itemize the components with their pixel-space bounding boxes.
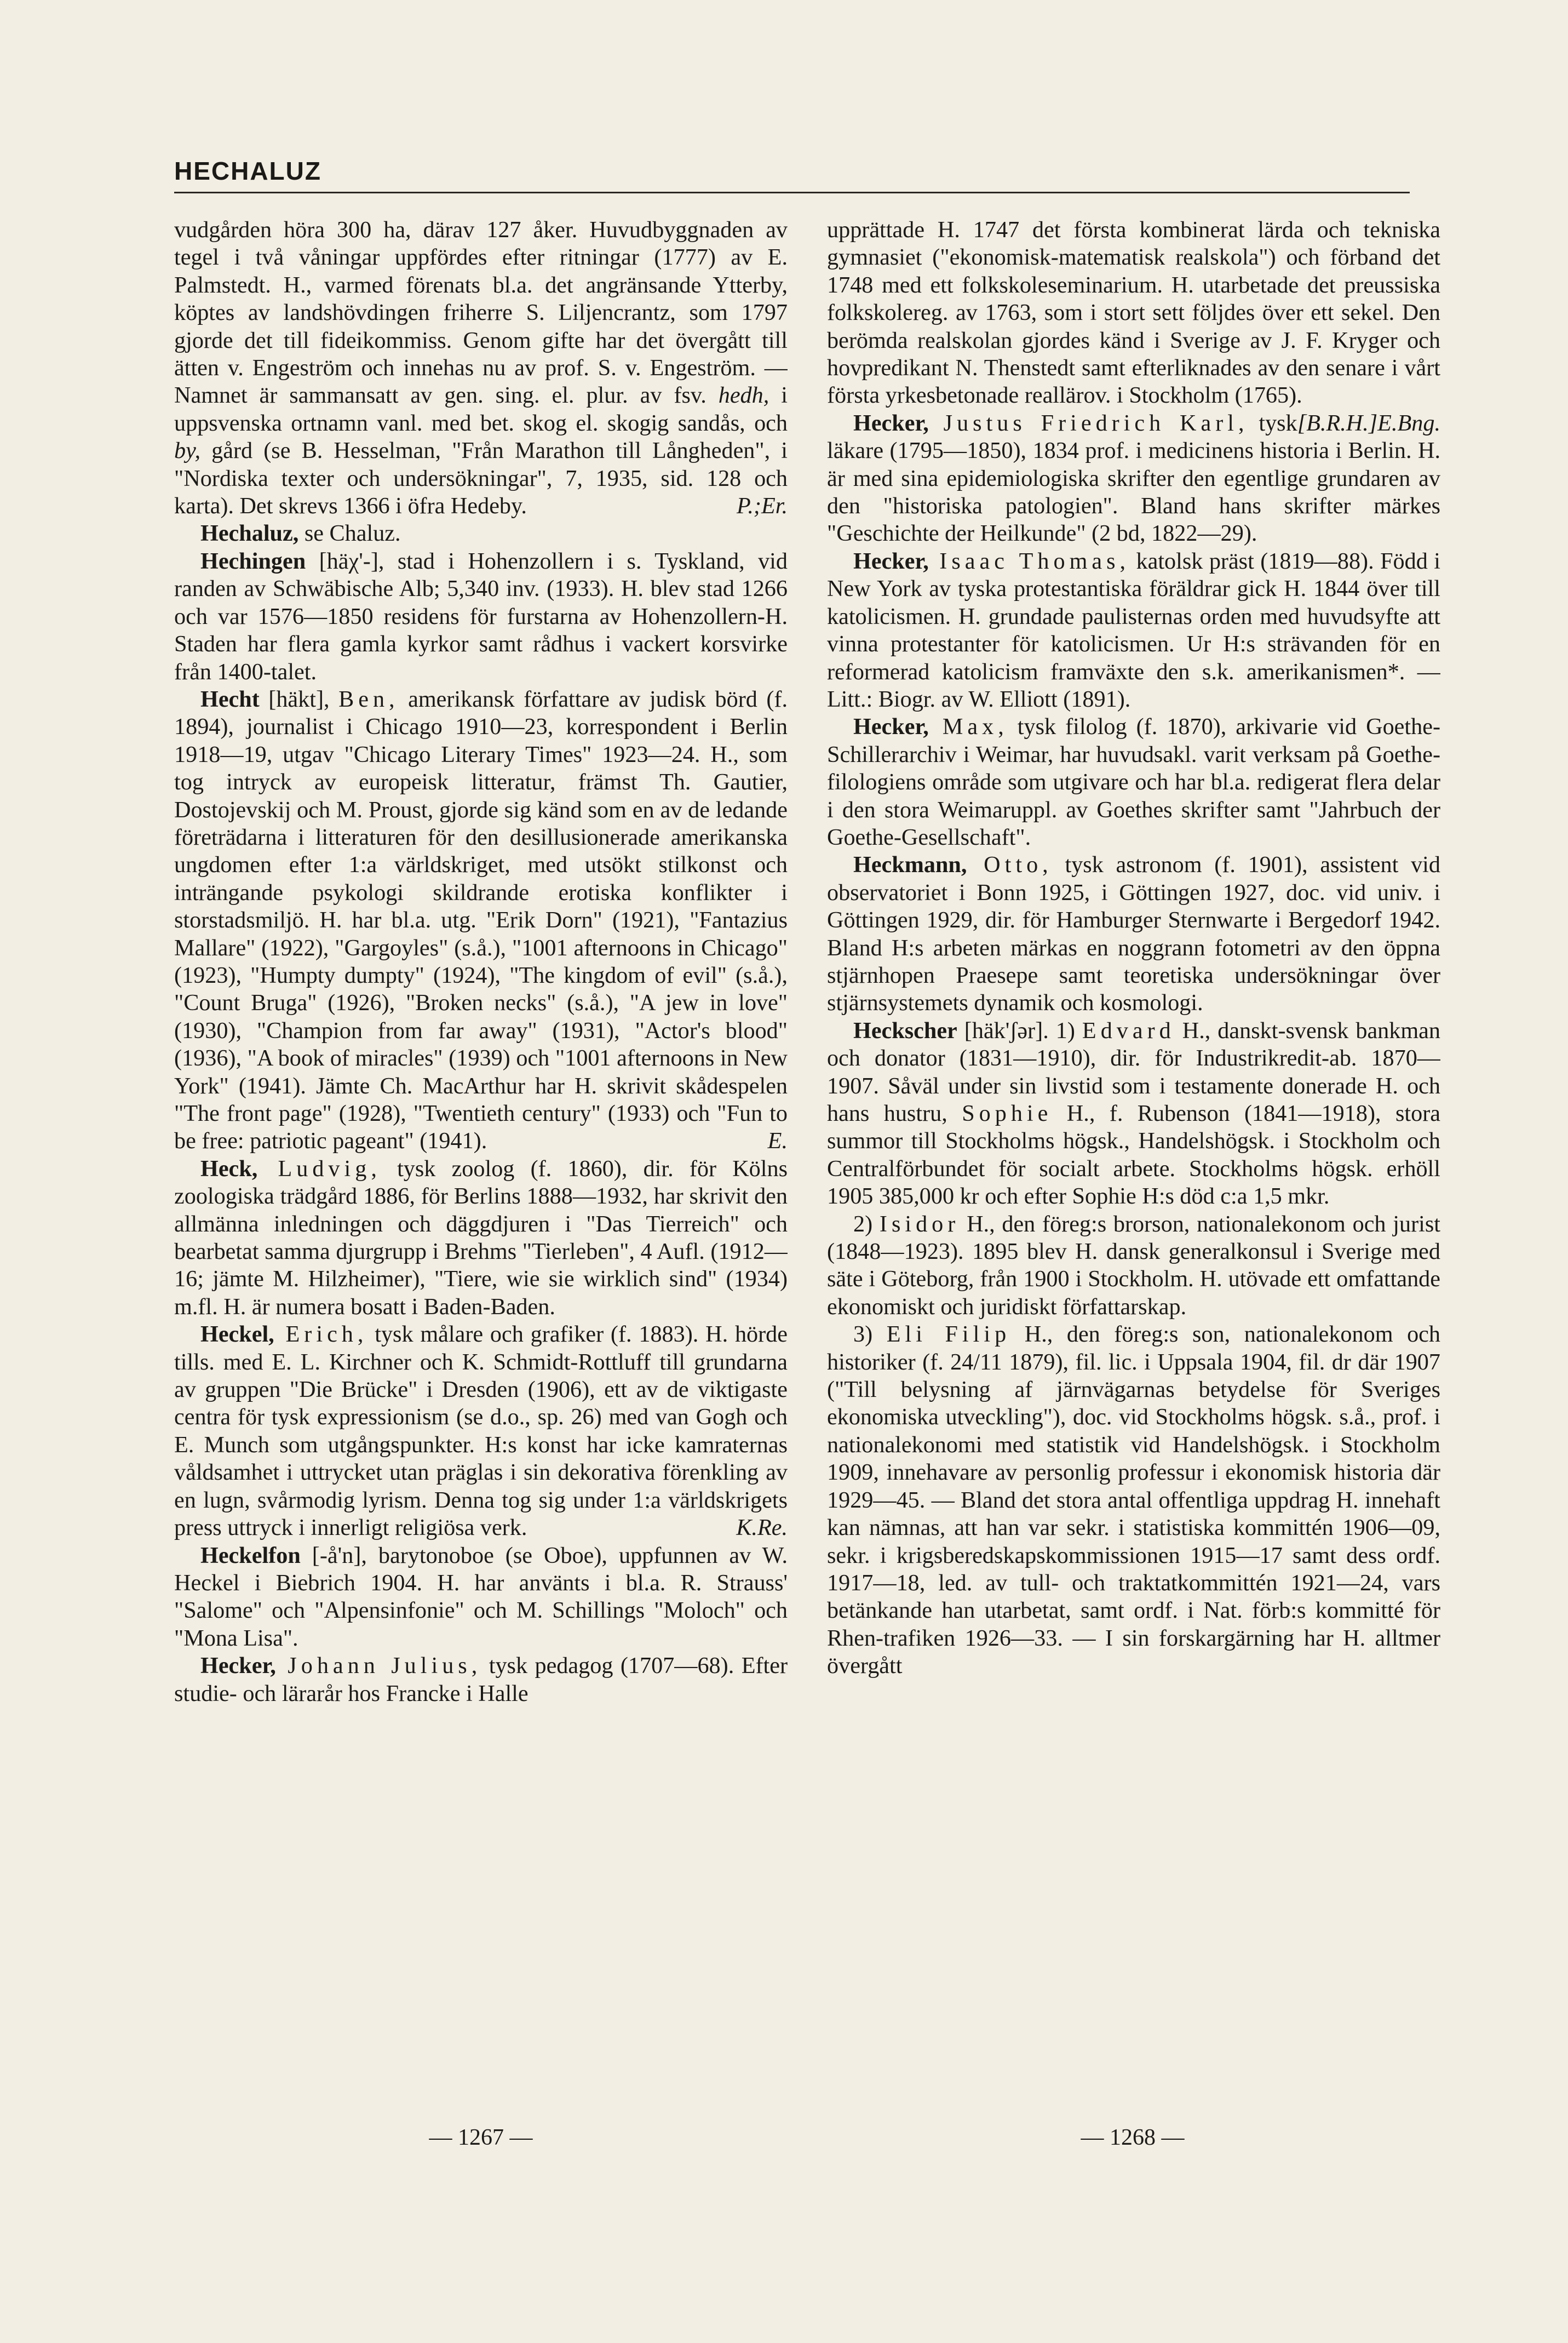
entry-hecker-johann: Hecker, Johann Julius, tysk pedagog (1707—68). Efter studie- och lärarår hos Francke i Halle xyxy=(174,1653,788,1706)
entry-headword: Hecker, xyxy=(200,1653,276,1679)
entry-headword: Heckel, xyxy=(200,1321,274,1348)
entry-heckelfon: Heckelfon [-å'n], barytonoboe (se Oboe), uppfunnen av W. Heckel i Biebrich 1904. H. har använts i bl.a. R. Strauss' "Salome" och "Alpensinfonie" och M. Schillings "Moloch" och "Mona Lisa". xyxy=(174,1542,788,1651)
entry-hedeby-continuation: vudgården höra 300 ha, därav 127 åker. Huvudbyggnaden av tegel i två våningar uppfördes efter ritningar (1777) av E. Palmstedt. H., varmed förenats bl.a. det angränsande Ytterby, köptes av landshövdingen friherre S. Liljencrantz, som 1797 gjorde det till fideikommiss. Genom gifte har det övergått till ätten v. Engeström och innehas nu av prof. S. v. Engeström. — Namnet är sammansatt av gen. sing. el. plur. av fsv. hedh, i uppsvenska ortnamn vanl. med bet. skog el. skogig sandås, och by, gård (se B. Hesselman, "Från Marathon till Långheden", i "Nordiska texter och undersökningar", 7, 1935, sid. 128 och karta). Det skrevs 1366 i öfra Hedeby. P.;Er. xyxy=(174,216,788,520)
author-signature: [B.R.H.]E.Bng. xyxy=(1297,410,1440,436)
entry-hecker-justus: Hecker, Justus Friedrich Karl, tysk läkare (1795—1850), 1834 prof. i medicinens historia i Berlin. H. är med sina epidemiologiska skrifter den egentlige grundaren av den "historiska patologien". Bland hans skrifter märkes "Geschichte der Heilkunde" (2 bd, 1822—29). xyxy=(827,410,1440,547)
entry-hecht: Hecht [häkt], Ben, amerikansk författare av judisk börd (f. 1894), journalist i Chicago 1910—23, korrespondent i Berlin 1918—19, utgav "Chicago Literary Times" 1923—24. H., som tog intryck av europeisk litteratur, främst Th. Gautier, Dostojevskij och M. Proust, gjorde sig känd som en av de ledande företrädarna i litteraturen för den desillusionerade amerikanska ungdomen efter 1:a världskriget, med utsökt stilkonst och inträngande psykologi skildrande erotiska konflikter i storstadsmiljö. H. har bl.a. utg. "Erik Dorn" (1921), "Fantazius Mallare" (1922), "Gargoyles" (s.å.), "1001 afternoons in Chicago" (1923), "Humpty dumpty" (1924), "The kingdom of evil" (s.å.), "Count Bruga" (1926), "Broken necks" (s.å.), "A jew in love" (1930), "Champion from far away" (1931), "Actor's blood" (1936), "A book of miracles" (1939) och "1001 afternoons in New York" (1941). Jämte Ch. MacArthur har H. skrivit skådespelen "The front page" (1928), "Twentieth century" (1933) och "Fun to be free: patriotic pageant" (1941). E. xyxy=(174,686,788,1155)
left-column xyxy=(174,216,788,2068)
entry-heckel: Heckel, Erich, tysk målare och grafiker (f. 1883). H. hörde tills. med E. L. Kirchner och K. Schmidt-Rottluff till grundarna av gruppen "Die Brücke" i Dresden (1906), ett av de viktigaste centra för tysk expressionism (se d.o., sp. 26) med van Gogh och E. Munch som utgångspunkter. H:s konst har icke kamraternas våldsamhet i uttrycket utan präglas i sin dekorativa förenkling av en lugn, svårmodig lyrism. Denna tog sig under 1:a världskrigets press uttryck i innerligt religiösa verk. K.Re. xyxy=(174,1321,788,1542)
entry-hechingen: Hechingen [häχ'-], stad i Hohenzollern i s. Tyskland, vid randen av Schwäbische Alb; 5,340 inv. (1933). H. blev stad 1266 och var 1576—1850 residens för furstarna av Hohenzollern-H. Staden har flera gamla kyrkor samt rådhus i vackert korsvirke från 1400-talet. xyxy=(174,548,788,685)
entry-hecker-max: Hecker, Max, tysk filolog (f. 1870), arkivarie vid Goethe-Schillerarchiv i Weimar, har huvudsakl. varit verksam på Goethe-filologiens område som utgivare och har bl.a. redigerat flera delar i den stora Weimaruppl. av Goethes skrifter samt "Jahrbuch der Goethe-Gesellschaft". xyxy=(827,714,1440,850)
entry-headword: Hecker, xyxy=(853,714,929,740)
entry-hecker-isaac: Hecker, Isaac Thomas, katolsk präst (1819—88). Född i New York av tyska protestantiska föräldrar gick H. 1844 över till katolicismen. H. grundade paulisternas orden med huvudsyfte att vinna protestanter för katolicismen. Ur H:s strävanden för en reformerad katolicism framväxte den s.k. amerikanismen*. — Litt.: Biogr. av W. Elliott (1891). xyxy=(827,548,1440,712)
page-number-right: — 1268 — xyxy=(1081,2125,1185,2150)
entry-headword: Heck, xyxy=(200,1155,258,1182)
page-header-title: HECHALUZ xyxy=(174,157,321,185)
entry-hecker-johann-continuation: upprättade H. 1747 det första kombinerat lärda och tekniska gymnasiet ("ekonomisk-matematisk realskola") och förband det 1748 med ett folkskoleseminarium. H. utarbetade det preussiska folkskolereg. av 1763, som i stort sett följdes över ett sekel. Den berömda realskolan gjordes känd i Sverige av J. F. Kryger och hovpredikant N. Thenstedt samt efterliknades av den senare i vårt första yrkesbetonade reallärov. i Stockholm (1765). [B.R.H.]E.Bng. xyxy=(827,216,1440,410)
author-signature: E. xyxy=(767,1128,788,1154)
entry-heckscher-eli: 3) Eli Filip H., den föreg:s son, nationalekonom och historiker (f. 24/11 1879), fil. lic. i Uppsala 1904, fil. dr där 1907 ("Till belysning af järnvägarnas betydelse för Sveriges ekonomiska utveckling"), doc. vid Stockholms högsk. s.å., prof. i nationalekonomi med statistik vid Handelshögsk. i Stockholm 1909, innehavare av personlig professur i ekonomisk historia där 1929—45. — Bland det stora antal offentliga uppdrag H. innehaft kan nämnas, att han var sekr. i statistiska kommittén 1906—09, sekr. i krigsberedskapskommissionen 1915—17 samt dess ordf. 1917—18, led. av tull- och traktatkommittén 1921—24, vars betänkande han utarbetat, samt ordf. i Nat. förb:s kommitté för Rhen-trafiken 1926—33. — I sin forskargärning har H. alltmer övergått xyxy=(827,1321,1440,1679)
entry-headword: Hecker, xyxy=(853,548,929,574)
page-number-left: — 1267 — xyxy=(429,2125,533,2150)
entry-headword: Hechaluz, xyxy=(200,520,299,547)
entry-headword: Hechingen xyxy=(200,548,306,574)
entry-hechaluz: Hechaluz, se Chaluz. xyxy=(200,520,401,547)
entry-heck: Heck, Ludvig, tysk zoolog (f. 1860), dir. för Kölns zoologiska trädgård 1886, för Berlins 1888—1932, har skrivit den allmänna inledningen och däggdjuren i "Das Tierreich" och bearbetat samma djurgrupp i Brehms "Tierleben", 4 Aufl. (1912—16; jämte M. Hilzheimer), "Tiere, wie sie wirklich sind" (1934) m.fl. H. är numera bosatt i Baden-Baden. xyxy=(174,1155,788,1320)
entry-headword: Heckelfon xyxy=(200,1542,301,1568)
right-column xyxy=(827,216,1440,2068)
author-signature: K.Re. xyxy=(736,1515,788,1541)
entry-heckmann: Heckmann, Otto, tysk astronom (f. 1901), assistent vid observatoriet i Bonn 1925, i Göttingen 1927, doc. vid univ. i Göttingen 1929, dir. för Hamburger Sternwarte i Bergedorf 1942. Bland H:s arbeten märkas en noggrann fotometri av den öppna stjärnhopen Praesepe samt teoretiska undersökningar över stjärnsystemets dynamik och kosmologi. xyxy=(827,852,1440,1016)
header-rule xyxy=(174,192,1410,193)
entry-headword: Heckscher xyxy=(853,1017,957,1044)
entry-headword: Heckmann, xyxy=(853,852,967,878)
entry-headword: Hecker, xyxy=(853,410,929,436)
entry-headword: Hecht xyxy=(200,686,260,712)
entry-heckscher-isidor: 2) Isidor H., den föreg:s brorson, nationalekonom och jurist (1848—1923). 1895 blev H. dansk generalkonsul i Sverige med säte i Göteborg, från 1900 i Stockholm. H. utövade ett omfattande ekonomiskt och juridiskt författarskap. xyxy=(827,1211,1440,1320)
author-signature: P.;Er. xyxy=(737,493,788,519)
entry-heckscher: Heckscher [häk'ʃər]. 1) Edvard H., danskt-svensk bankman och donator (1831—1910), dir. för Industrikredit-ab. 1870—1907. Såväl under sin livstid som i testamente donerade H. och hans hustru, Sophie H., f. Rubenson (1841—1918), stora summor till Stockholms högsk., Handelshögsk. i Stockholm och Centralförbundet för socialt arbete. Stockholms högsk. erhöll 1905 385,000 kr och efter Sophie H:s död c:a 1,5 mkr. xyxy=(827,1017,1440,1210)
